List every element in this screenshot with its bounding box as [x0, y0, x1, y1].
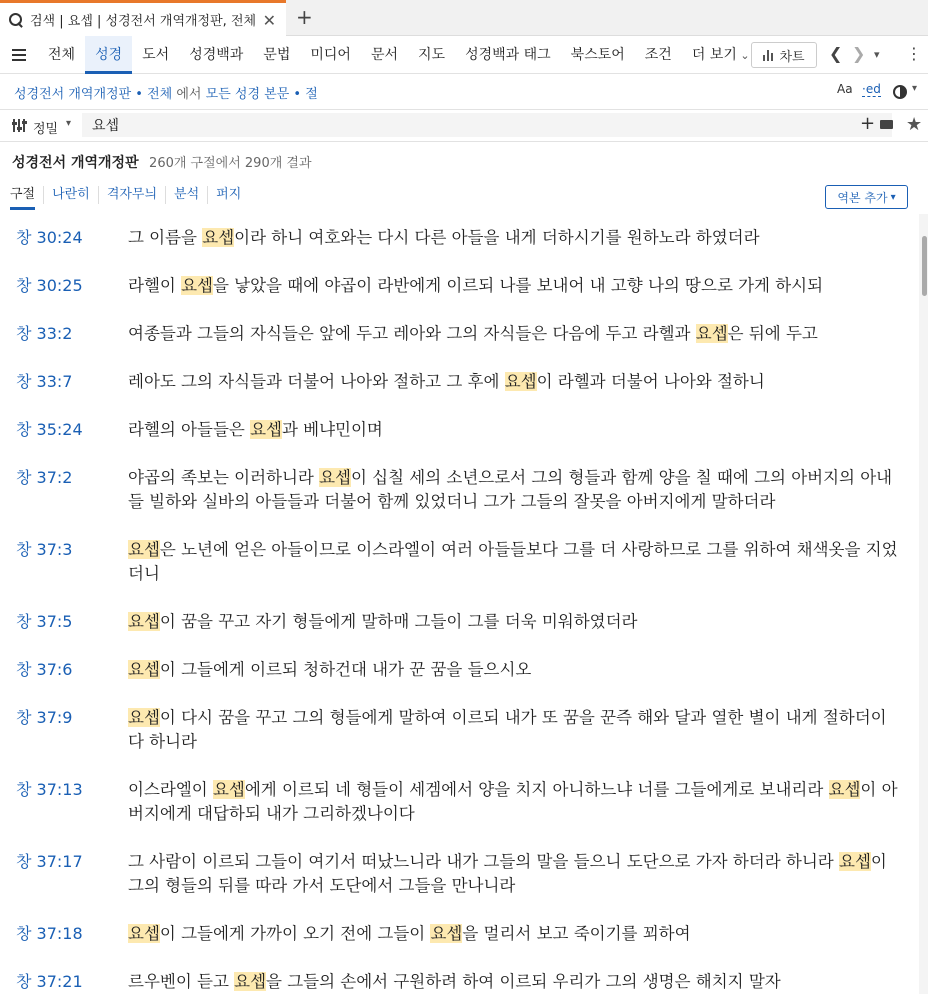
- verse-reference-link[interactable]: 창 37:17: [16, 852, 83, 871]
- nav-item[interactable]: 조건: [644, 46, 672, 63]
- nav-item[interactable]: 성경: [85, 36, 132, 74]
- theme-caret-icon[interactable]: ▾: [912, 83, 918, 94]
- view-tabs: [10, 186, 249, 204]
- verse-reference-link[interactable]: 창 35:24: [16, 420, 83, 439]
- nav-item[interactable]: 성경백과: [189, 46, 244, 63]
- search-highlight[interactable]: 요셉: [128, 612, 160, 631]
- verse-text: 르우벤이 듣고 요셉을 그들의 손에서 구원하려 하여 이르되 우리가 그의 생명은 해치지 말자: [128, 972, 781, 991]
- search-highlight[interactable]: 요셉: [128, 540, 160, 559]
- search-highlight[interactable]: 요셉: [128, 924, 160, 943]
- verse-reference-link[interactable]: 창 30:25: [16, 276, 83, 295]
- search-highlight[interactable]: 요셉: [181, 276, 213, 295]
- nav-item[interactable]: 도서: [142, 46, 170, 63]
- search-highlight[interactable]: 요셉: [250, 420, 282, 439]
- star-icon[interactable]: ★: [906, 114, 923, 135]
- breadcrumb: 성경전서 개역개정판 • 전체 에서 모든 성경 본문 • 절: [14, 87, 318, 102]
- search-input[interactable]: [82, 113, 892, 137]
- result-row: [0, 220, 918, 250]
- search-scope-row: [0, 74, 928, 110]
- nav-item[interactable]: 북스토어: [570, 46, 625, 63]
- search-highlight[interactable]: 요셉: [430, 924, 463, 943]
- chevron-down-icon[interactable]: ▾: [66, 118, 72, 129]
- keyboard-icon[interactable]: [880, 120, 893, 129]
- results-header: [12, 152, 312, 172]
- chart-button-label: 차트: [779, 49, 805, 65]
- verse-text: 요셉이 그들에게 가까이 오기 전에 그들이 요셉을 멀리서 보고 죽이기를 꾀하여: [128, 924, 691, 943]
- scrollbar-track[interactable]: [919, 214, 928, 994]
- tab-search-results[interactable]: [0, 0, 286, 36]
- search-highlight[interactable]: 요셉: [839, 852, 871, 871]
- verse-text: 요셉이 그들에게 이르되 청하건대 내가 꾼 꿈을 들으시오: [128, 660, 532, 679]
- verse-reference-link[interactable]: 창 37:3: [16, 540, 73, 559]
- result-row: [0, 532, 918, 586]
- more-options-icon[interactable]: ⋮: [906, 44, 922, 63]
- verse-text: 그 사람이 이르되 그들이 여기서 떠났느니라 내가 그들의 말을 들으니 도단으로 가자 하더라 하니라 요셉이 그의 형들의 뒤를 따라 가서 도단에서 그들을 만나니라: [128, 852, 887, 895]
- edition-icon[interactable]: ·ed: [862, 82, 881, 96]
- search-highlight[interactable]: 요셉: [695, 324, 728, 343]
- result-row: [0, 604, 918, 634]
- verse-reference-link[interactable]: 창 37:5: [16, 612, 73, 631]
- scrollbar-thumb[interactable]: [922, 236, 927, 296]
- verse-text: 야곱의 족보는 이러하니라 요셉이 십칠 세의 소년으로서 그의 형들과 함께 양을 칠 때에 그의 아버지의 아내들 빌하와 실바의 아들들과 더불어 함께 있었더니 그가 그들의 잘못을 아버지에게 말하더라: [128, 468, 893, 511]
- plus-icon[interactable]: +: [860, 113, 876, 134]
- category-navbar: [0, 36, 928, 74]
- verse-text: 여종들과 그들의 자식들은 앞에 두고 레아와 그의 자식들은 다음에 두고 라헬과 요셉은 뒤에 두고: [128, 324, 818, 343]
- result-row: [0, 316, 918, 346]
- verse-reference-link[interactable]: 창 30:24: [16, 228, 83, 247]
- search-highlight[interactable]: 요셉: [504, 372, 537, 391]
- scope-link[interactable]: 전체: [147, 87, 173, 102]
- results-list: [0, 220, 918, 994]
- search-row: [0, 110, 928, 142]
- results-count: 260개 구절에서 290개 결과: [149, 156, 312, 171]
- result-row: [0, 268, 918, 298]
- sliders-icon[interactable]: [12, 119, 27, 132]
- nav-item[interactable]: 미디어: [310, 46, 351, 63]
- version-link[interactable]: 성경전서 개역개정판: [14, 87, 132, 102]
- verse-reference-link[interactable]: 창 37:13: [16, 780, 83, 799]
- verse-reference-link[interactable]: 창 37:21: [16, 972, 83, 991]
- view-tab[interactable]: 분석: [165, 186, 207, 204]
- nav-item[interactable]: 문서: [370, 46, 398, 63]
- theme-icon[interactable]: [893, 85, 907, 99]
- result-row: [0, 364, 918, 394]
- chevron-right-icon[interactable]: ❯: [852, 44, 866, 63]
- verse-reference-link[interactable]: 창 37:18: [16, 924, 83, 943]
- nav-item[interactable]: 지도: [418, 46, 446, 63]
- verse-reference-link[interactable]: 창 37:6: [16, 660, 73, 679]
- results-title: 성경전서 개역개정판: [12, 155, 139, 171]
- search-highlight[interactable]: 요셉: [212, 780, 245, 799]
- font-size-icon[interactable]: Aa: [837, 82, 853, 96]
- verse-reference-link[interactable]: 창 37:9: [16, 708, 73, 727]
- chart-button[interactable]: [751, 42, 817, 68]
- result-row: [0, 652, 918, 682]
- tab-bar: [0, 0, 928, 36]
- search-highlight[interactable]: 요셉: [128, 660, 160, 679]
- view-tab[interactable]: 퍼지: [207, 186, 249, 204]
- search-icon: [8, 12, 24, 28]
- nav-item[interactable]: 전체: [48, 46, 76, 63]
- view-tab[interactable]: 격자무늬: [98, 186, 165, 204]
- result-row: [0, 412, 918, 442]
- close-icon[interactable]: ✕: [262, 11, 276, 30]
- search-highlight[interactable]: 요셉: [828, 780, 861, 799]
- verse-text: 요셉이 꿈을 꾸고 자기 형들에게 말하매 그들이 그를 더욱 미워하였더라: [128, 612, 638, 631]
- verse-reference-link[interactable]: 창 37:2: [16, 468, 73, 487]
- result-row: [0, 964, 918, 994]
- verse-text: 요셉이 다시 꿈을 꾸고 그의 형들에게 말하여 이르되 내가 또 꿈을 꾼즉 해와 달과 열한 별이 내게 절하더이다 하니라: [128, 708, 887, 751]
- chevron-left-icon[interactable]: ❮: [829, 44, 843, 63]
- nav-item[interactable]: 성경백과 태그: [465, 46, 551, 63]
- result-row: [0, 916, 918, 946]
- sort-dropdown[interactable]: 정밀: [33, 122, 59, 137]
- search-highlight[interactable]: 요셉: [128, 708, 160, 727]
- add-version-button[interactable]: [825, 185, 908, 209]
- chevron-down-icon: ⌄: [736, 48, 750, 62]
- target-link[interactable]: 모든 성경 본문: [205, 87, 290, 102]
- result-row: [0, 844, 918, 898]
- view-tab[interactable]: 나란히: [43, 186, 98, 204]
- result-row: [0, 772, 918, 826]
- add-version-label: 역본 추가: [837, 190, 888, 205]
- result-row: [0, 700, 918, 754]
- verse-reference-link[interactable]: 창 33:2: [16, 324, 73, 343]
- result-row: [0, 460, 918, 514]
- verse-text: 라헬의 아들들은 요셉과 베냐민이며: [128, 420, 383, 439]
- new-tab-button[interactable]: +: [296, 5, 313, 29]
- search-highlight[interactable]: 요셉: [234, 972, 267, 991]
- search-highlight[interactable]: 요셉: [319, 468, 351, 487]
- unit-link[interactable]: 절: [305, 87, 318, 102]
- tab-title: 검색 | 요셉 | 성경전서 개역개정판, 전체: [30, 14, 257, 29]
- verse-text: 라헬이 요셉을 낳았을 때에 야곱이 라반에게 이르되 나를 보내어 내 고향 나의 땅으로 가게 하시되: [128, 276, 824, 295]
- menu-icon[interactable]: [0, 54, 38, 56]
- verse-text: 요셉은 노년에 얻은 아들이므로 이스라엘이 여러 아들들보다 그를 더 사랑하므로 그를 위하여 채색옷을 지었더니: [128, 540, 898, 583]
- search-highlight[interactable]: 요셉: [202, 228, 235, 247]
- bar-chart-icon: [763, 50, 773, 61]
- chevron-down-icon[interactable]: ▾: [874, 48, 880, 61]
- verse-reference-link[interactable]: 창 33:7: [16, 372, 73, 391]
- verse-text: 그 이름을 요셉이라 하니 여호와는 다시 다른 아들을 내게 더하시기를 원하노라 하였더라: [128, 228, 760, 247]
- chevron-down-icon: ▾: [890, 191, 896, 203]
- view-tab[interactable]: 구절: [10, 186, 43, 204]
- nav-item[interactable]: 더 보기 ⌄: [691, 46, 750, 63]
- verse-text: 이스라엘이 요셉에게 이르되 네 형들이 세겜에서 양을 치지 아니하느냐 너를 그들에게로 보내리라 요셉이 아버지에게 대답하되 내가 그리하겠나이다: [128, 780, 898, 823]
- verse-text: 레아도 그의 자식들과 더불어 나아와 절하고 그 후에 요셉이 라헬과 더불어 나아와 절하니: [128, 372, 765, 391]
- nav-item[interactable]: 문법: [263, 46, 291, 63]
